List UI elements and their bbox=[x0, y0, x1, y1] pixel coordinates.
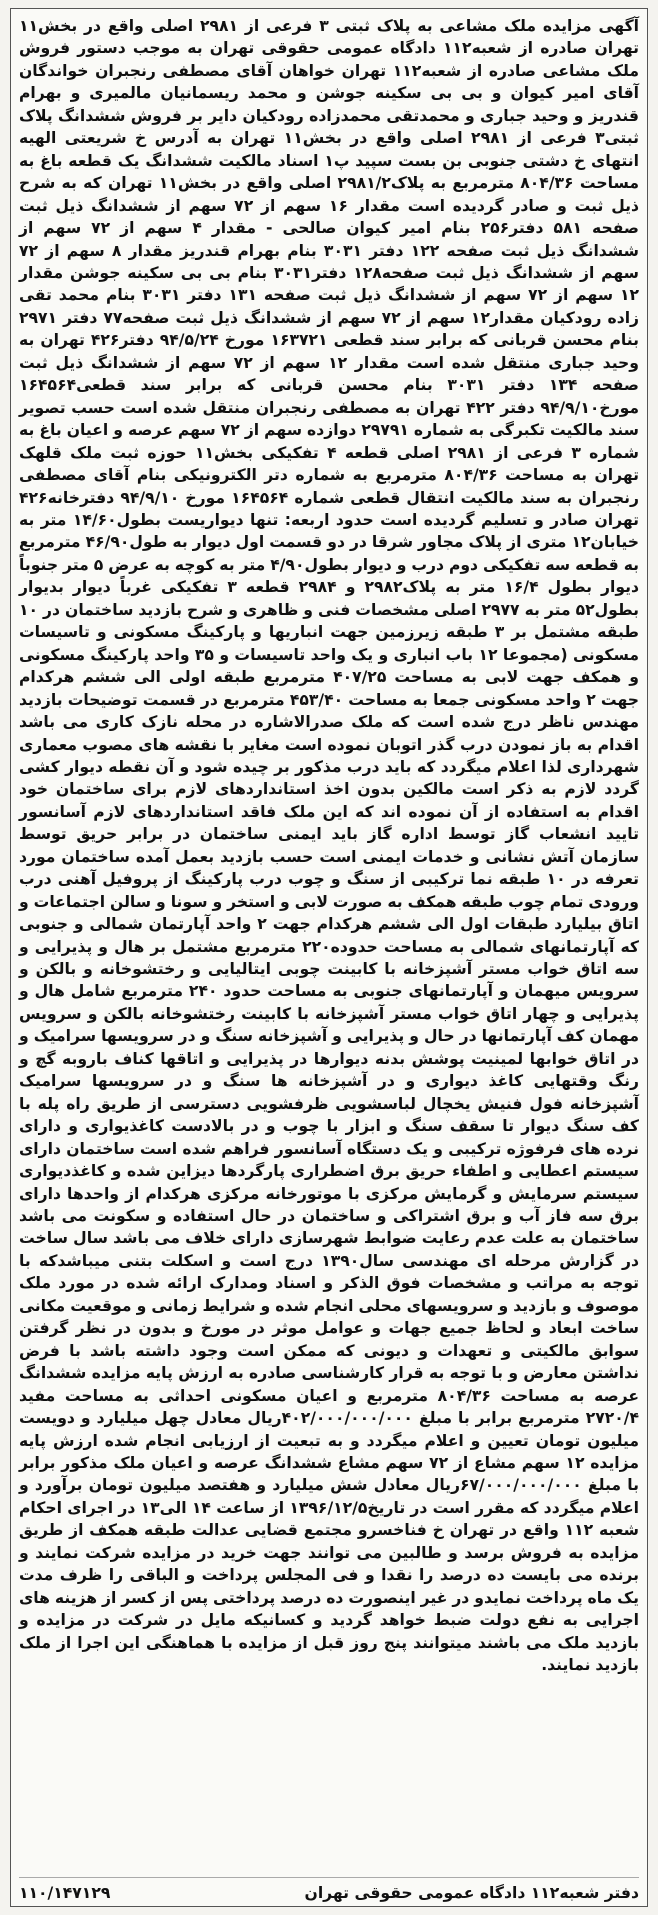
notice-footer bbox=[19, 1884, 639, 1902]
auction-notice bbox=[10, 8, 648, 1907]
notice-number: ۱۱۰/۱۴۷۱۲۹ bbox=[19, 1884, 111, 1902]
divider bbox=[19, 1877, 639, 1878]
issuer-office: دفتر شعبه۱۱۲ دادگاه عمومی حقوقی تهران bbox=[304, 1884, 639, 1902]
notice-body: آگهی مزایده ملک مشاعی به پلاک ثبتی ۳ فرعی از ۲۹۸۱ اصلی واقع در بخش۱۱ تهران صادره از شعبه۱۱۲ دادگاه عمومی حقوقی تهران به موجب دستور فروش ملک مشاعی صادره از شعبه۱۱۲ تهران خواهان آقای مصطفی رنجبران خواندگان آقای امیر کیوان و بی بی سکینه جوشن و محمد ریسمانیان مالمیری و بهرام قندریز و وحید جباری و محمدتقی محمدزاده رودکیان دایر بر فروش ششدانگ پلاک ثبتی۳ فرعی از ۲۹۸۱ اصلی واقع در بخش۱۱ تهران به آدرس خ شریعتی الهیه انتهای خ دشتی جنوبی بن بست سپید پ۱ اسناد مالکیت ششدانگ یک قطعه باغ به مساحت ۸۰۴/۳۶ مترمربع به پلاک۲۹۸۱/۲ اصلی واقع در بخش۱۱ تهران که به شرح ذیل ثبت و صادر گردیده است مقدار ۱۶ سهم از ۷۲ سهم از ششدانگ ذیل ثبت صفحه ۵۸۱ دفتر۲۵۶ بنام امیر کیوان صالحی - مقدار ۴ سهم از ۷۲ سهم از ششدانگ ذیل ثبت صفحه ۱۲۲ دفتر ۳۰۳۱ بنام بهرام قندریز مقدار ۸ سهم از ۷۲ سهم از ششدانگ ذیل ثبت صفحه۱۲۸ دفتر۳۰۳۱ بنام بی بی سکینه جوشن مقدار ۱۲ سهم از ۷۲ سهم از ششدانگ ذیل ثبت صفحه ۱۳۱ دفتر ۳۰۳۱ بنام محمد تقی زاده رودکیان مقدار۱۲ سهم از ۷۲ سهم از ششدانگ ذیل ثبت صفحه۷۷ دفتر ۲۹۷۱ بنام محسن قربانی که برابر سند قطعی ۱۶۳۷۲۱ مورخ ۹۴/۵/۲۴ دفتر۴۲۶ تهران به وحید جباری منتقل شده است مقدار ۱۲ سهم از ۷۲ سهم از ششدانگ ذیل ثبت صفحه ۱۳۴ دفتر ۳۰۳۱ بنام محسن قربانی که برابر سند قطعی۱۶۴۵۶۴ مورخ۹۴/۹/۱۰ دفتر ۴۲۲ تهران به مصطفی رنجبران منتقل شده است حسب تصویر سند مالکیت تکبرگی به شماره ۲۹۷۹۱ دوازده سهم از ۷۲ سهم عرصه و اعیان باغ به شماره ۳ فرعی از ۲۹۸۱ اصلی قطعه ۴ تفکیکی بخش۱۱ حوزه ثبت ملک قلهک تهران به مساحت ۸۰۴/۳۶ مترمربع به شماره دتر الکترونیکی بنام آقای مصطفی رنجبران به سند مالکیت انتقال قطعی شماره ۱۶۴۵۶۴ مورخ ۹۴/۹/۱۰ دفترخانه۴۲۶ تهران صادر و تسلیم گردیده است حدود اربعه: تنها دیواریست بطول۱۴/۶۰ متر به خیابان۱۲ متری از پلاک مجاور شرقا در دو قسمت اول دیوار به طول۴۶/۹۰ مترمربع به قطعه سه تفکیکی دوم درب و دیوار بطول۴/۹۰ متر به کوچه به عرض ۵ متر جنوباً دیوار بطول ۱۶/۴ متر به پلاک۲۹۸۲ و ۲۹۸۴ قطعه ۳ تفکیکی غرباً دیوار بدیوار بطول۵۲ متر به ۲۹۷۷ اصلی مشخصات فنی و ظاهری و شرح بازدید ساختمان در ۱۰ طبقه مشتمل بر ۳ طبقه زیرزمین جهت انباریها و پارکینگ مسکونی و تاسیسات مسکونی (مجموعا ۱۲ باب انباری و یک واحد تاسیسات و ۳۵ واحد پارکینگ مسکونی و همکف جهت لابی به مساحت ۴۰۷/۲۵ مترمربع طبقه اولی الی ششم هرکدام جهت ۲ واحد مسکونی جمعا به مساحت ۴۵۳/۴۰ مترمربع در قسمت توضیحات بازدید مهندس ناظر درج شده است که ملک صدرالاشاره در محله نازک کاری می باشد اقدام به باز نمودن درب گذر اتوبان نموده است مغایر با نقشه های مصوب معماری شهرداری لذا اعلام میگردد که باید درب مذکور بر چیده شود و آن نقطه دیوار کشی گردد لازم به ذکر است مالکین بدون اخذ استانداردهای لازم برای ساختمان خود اقدام به استفاده از آن نموده اند که این ملک فاقد استانداردهای لازم آسانسور تایید انشعاب گاز توسط اداره گاز باید ایمنی ساختمان در برابر حریق توسط سازمان آتش نشانی و خدمات ایمنی است حسب بازدید بعمل آمده ساختمان مورد تعرفه در ۱۰ طبقه نما ترکیبی از سنگ و چوب درب پارکینگ از پروفیل آهنی درب ورودی تمام چوب طبقه همکف به صورت لابی و استخر و سونا و سالن اجتماعات و اتاق بیلیارد طبقات اول الی ششم هرکدام جهت ۲ واحد آپارتمان شمالی و جنوبی که آپارتمانهای شمالی به مساحت حدوده۲۲۰ مترمربع مشتمل بر هال و پذیرایی و سه اتاق خواب مستر آشپزخانه با کابینت چوبی ایتالیایی و رختشوخانه و بالکن و سرویس میهمان و آپارتمانهای جنوبی به مساحت حدود ۲۴۰ مترمربع شامل هال و پذیرایی و چهار اتاق خواب مستر آشپزخانه با کابینت رختشوخانه بالکن و سرویس مهمان کف آپارتمانها در حال و پذیرایی و آشپزخانه سنگ و در سرویسها سرامیک و در اتاق خوابها لمینیت پوشش بدنه دیوارها در پذیرایی و اتاقها کناف باروبه گچ و رنگ وقتهایی کاغذ دیواری و در آشپزخانه ها سنگ و در سرویسها سرامیک آشپزخانه فول فنیش یخچال لباسشویی ظرفشویی دسترسی از طریق راه پله با کف سنگ دیوار تا سقف سنگ و ابزار با چوب و در بالادست کاغذیواری و دارای نرده های فرفوژه ترکیبی و یک دستگاه آسانسور فراهم شده است ساختمان دارای سیستم اعطایی و اطفاء حریق برق اضطراری پارگردها دیزاین شده و کاغذدیواری سیستم سرمایش و گرمایش مرکزی با موتورخانه مرکزی هرکدام از واحدها دارای برق سه فاز آب و برق اشتراکی و ساختمان در حال استفاده و سکونت می باشد ساختمان به علت عدم رعایت ضوابط شهرسازی دارای خلاف می باشد سال ساخت در گزارش مرحله ای مهندسی سال۱۳۹۰ درج است و اسکلت بتنی میباشدکه با توجه به مراتب و مشخصات فوق الذکر و اسناد ومدارک ارائه شده در مورد ملک موصوف و بازدید و سرویسهای محلی انجام شده و شرایط زمانی و موقعیت مکانی ساخت ابعاد و لحاظ جمیع جهات و عوامل موثر در مورخ و بدون در نظر گرفتن سوابق مالکیتی و تعهدات و دیونی که ممکن است وجود داشته باشد با فرض نداشتن معارض و با توجه به قرار کارشناسی صادره به ارزش پایه مزایده ششدانگ عرصه به مساحت ۸۰۴/۳۶ مترمربع و اعیان مسکونی احداثی به مساحت مفید ۲۷۲۰/۴ مترمربع برابر با مبلغ ۴۰۲/۰۰۰/۰۰۰/۰۰۰ریال معادل چهل میلیارد و دویست میلیون تومان تعیین و اعلام میگردد و به تبعیت از ارزیابی انجام شده ارزش پایه مزایده ۱۲ سهم مشاع از ۷۲ سهم مشاع ششدانگ عرصه و اعیان ملک مذکور برابر با مبلغ ۶۷/۰۰۰/۰۰۰/۰۰۰ریال معادل شش میلیارد و هفتصد میلیون تومان برآورد و اعلام میگردد که مقرر است در تاریخ۱۳۹۶/۱۲/۵ از ساعت ۱۴ الی۱۳ در اجرای احکام شعبه ۱۱۲ واقع در تهران خ فناخسرو مجتمع قضایی عدالت طبقه همکف از طریق مزایده به فروش برسد و طالبین می توانند جهت خرید در مزایده شرکت نمایند و برنده می بایست ده درصد را نقدا و فی المجلس پرداخت و الباقی را ظرف مدت یک ماه پرداخت نمایدو در غیر اینصورت ده درصد پرداختی پس از کسر از هزینه های اجرایی به نفع دولت ضبط خواهد گردید و کسانیکه مایل در شرکت در مزایده و بازدید ملک می باشند میتوانند پنج روز قبل از مزایده با هماهنگی این اجرا از ملک بازدید نمایند. bbox=[19, 17, 640, 1675]
